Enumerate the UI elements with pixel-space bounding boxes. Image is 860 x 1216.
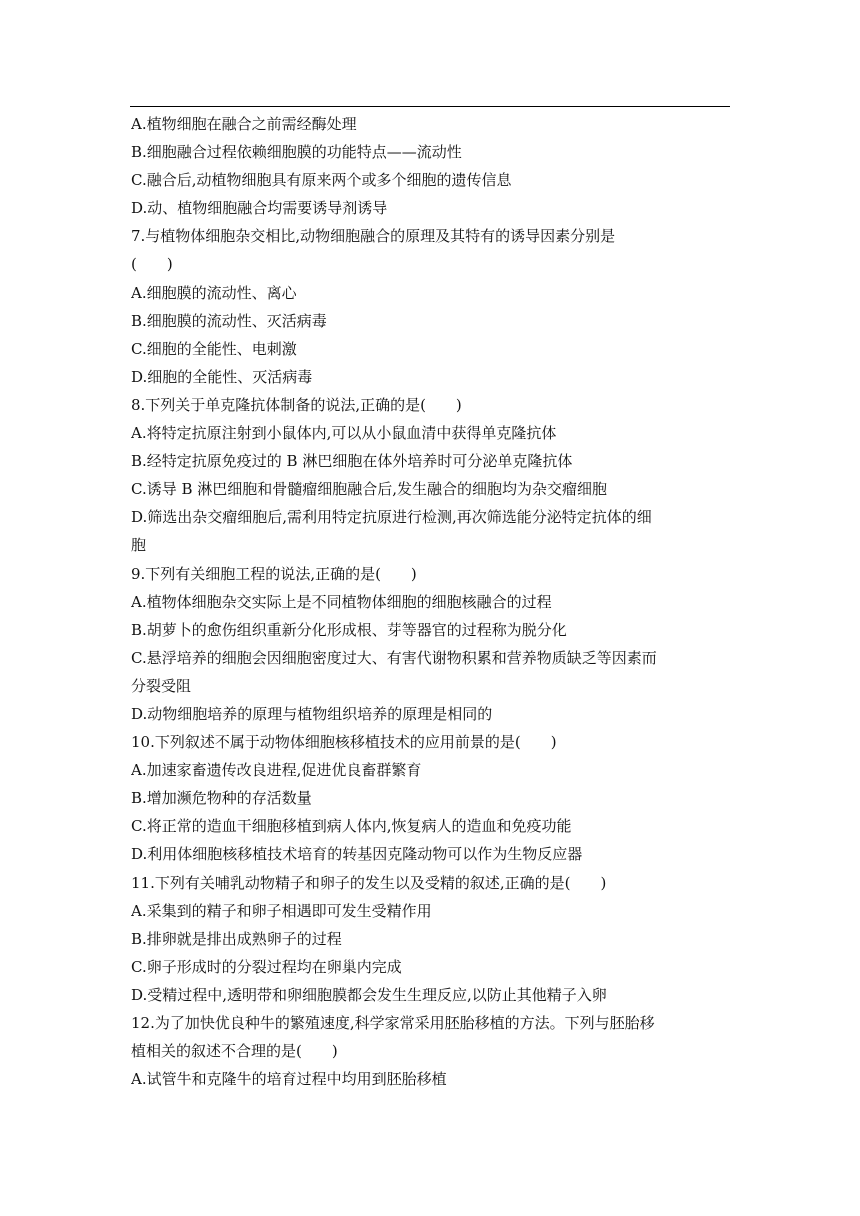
text-line: A.试管牛和克隆牛的培育过程中均用到胚胎移植 — [131, 1070, 447, 1089]
text-line: B.经特定抗原免疫过的 B 淋巴细胞在体外培养时可分泌单克隆抗体 — [131, 452, 573, 471]
text-line: C.细胞的全能性、电刺激 — [131, 339, 297, 358]
question-stem-10: 10.下列叙述不属于动物体细胞核移植技术的应用前景的是( ) — [131, 733, 557, 752]
text-line: D.动物细胞培养的原理与植物组织培养的原理是相同的 — [131, 704, 493, 723]
text-line: C.悬浮培养的细胞会因细胞密度过大、有害代谢物积累和营养物质缺乏等因素而 — [131, 648, 657, 667]
question-stem-12: 12.为了加快优良种牛的繁殖速度,科学家常采用胚胎移植的方法。下列与胚胎移 — [131, 1014, 655, 1032]
text-line: 胞 — [131, 536, 147, 555]
text-line: 植相关的叙述不合理的是( ) — [131, 1042, 338, 1061]
text-line: A.植物体细胞杂交实际上是不同植物体细胞的细胞核融合的过程 — [131, 592, 552, 611]
question-stem-8: 8.下列关于单克隆抗体制备的说法,正确的是( ) — [131, 395, 462, 414]
text-line: D.动、植物细胞融合均需要诱导剂诱导 — [131, 199, 388, 218]
question-stem-7: 7.与植物体细胞杂交相比,动物细胞融合的原理及其特有的诱导因素分别是 — [131, 227, 616, 246]
text-line: C.诱导 B 淋巴细胞和骨髓瘤细胞融合后,发生融合的细胞均为杂交瘤细胞 — [131, 480, 608, 499]
text-line: A.采集到的精子和卵子相遇即可发生受精作用 — [131, 901, 432, 920]
text-line: C.融合后,动植物细胞具有原来两个或多个细胞的遗传信息 — [131, 171, 512, 190]
text-line: C.将正常的造血干细胞移植到病人体内,恢复病人的造血和免疫功能 — [131, 817, 572, 836]
text-line: 分裂受阻 — [131, 676, 192, 695]
question-stem-9: 9.下列有关细胞工程的说法,正确的是( ) — [131, 564, 417, 583]
text-line: B.增加濒危物种的存活数量 — [131, 789, 312, 808]
text-line: C.卵子形成时的分裂过程均在卵巢内完成 — [131, 957, 402, 976]
text-line: B.胡萝卜的愈伤组织重新分化形成根、芽等器官的过程称为脱分化 — [131, 620, 567, 639]
question-text-block — [131, 110, 731, 1093]
header-rule — [130, 106, 730, 107]
text-line: B.细胞融合过程依赖细胞膜的功能特点——流动性 — [131, 143, 462, 162]
text-line: D.筛选出杂交瘤细胞后,需利用特定抗原进行检测,再次筛选能分泌特定抗体的细 — [131, 508, 652, 527]
text-line: D.细胞的全能性、灭活病毒 — [131, 367, 313, 386]
text-line: A.细胞膜的流动性、离心 — [131, 283, 297, 302]
question-stem-11: 11.下列有关哺乳动物精子和卵子的发生以及受精的叙述,正确的是( ) — [131, 873, 607, 892]
text-line: B.排卵就是排出成熟卵子的过程 — [131, 929, 342, 948]
answer-blank: ( ) — [131, 255, 173, 274]
text-line: A.植物细胞在融合之前需经酶处理 — [131, 115, 357, 133]
text-line: A.将特定抗原注射到小鼠体内,可以从小鼠血清中获得单克隆抗体 — [131, 424, 557, 443]
text-line: D.利用体细胞核移植技术培育的转基因克隆动物可以作为生物反应器 — [131, 845, 583, 864]
text-line: B.细胞膜的流动性、灭活病毒 — [131, 311, 327, 330]
text-line: D.受精过程中,透明带和卵细胞膜都会发生生理反应,以防止其他精子入卵 — [131, 985, 607, 1004]
text-line: A.加速家畜遗传改良进程,促进优良畜群繁育 — [131, 761, 422, 780]
